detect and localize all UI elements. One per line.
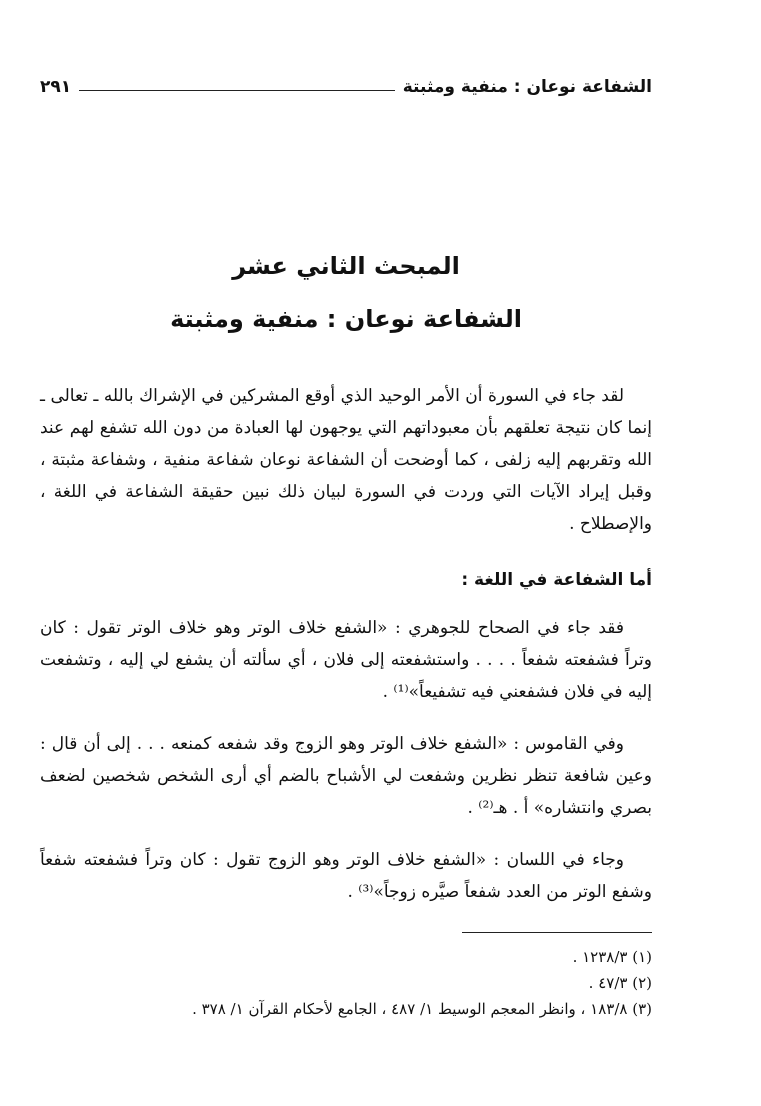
page-number: ٢٩١ — [40, 77, 72, 97]
sihah-paragraph: فقد جاء في الصحاح للجوهري : «الشفع خلاف الوتر وهو خلاف الوتر تقول : كان وتراً فشفعته شفعاً . . . . واستشفعته إلى فلان ، أي سألته أن يشفع لي إليه ، وتشفعت إليه في فلان فشفعني فيه تشفيعاً»⁽¹⁾ . — [40, 618, 652, 702]
running-header-rule — [79, 90, 395, 91]
footnote-separator — [462, 932, 652, 933]
section-heading-lugha: أما الشفاعة في اللغة : — [461, 570, 652, 590]
running-header — [40, 72, 652, 102]
footnote-3: (٣) ١٨٣/٨ ، وانظر المعجم الوسيط ١/ ٤٨٧ ، الجامع لأحكام القرآن ١/ ٣٧٨ . — [192, 1000, 652, 1018]
intro-paragraph: لقد جاء في السورة أن الأمر الوحيد الذي أوقع المشركين في الإشراك بالله ـ تعالى ـ إنما كان نتيجة تعلقهم بأن معبوداتهم التي يوجهون لها العبادة من دون الله تشفع لهم عند الله وتقربهم إليه زلفى ، كما أوضحت أن الشفاعة نوعان شفاعة منفية ، وشفاعة مثبتة ، وقبل إيراد الآيات التي وردت في السورة لبيان ذلك نبين حقيقة الشفاعة في اللغة ، والإصطلاح . — [40, 386, 652, 534]
chapter-subtitle: الشفاعة نوعان : منفية ومثبتة — [170, 305, 522, 333]
running-header-title: الشفاعة نوعان : منفية ومثبتة — [402, 77, 652, 97]
footnote-1: (١) ١٢٣٨/٣ . — [572, 948, 652, 966]
footnotes — [40, 944, 652, 1022]
footnote-2: (٢) ٤٧/٣ . — [588, 974, 652, 992]
chapter-title: المبحث الثاني عشر — [232, 252, 460, 280]
qamus-paragraph: وفي القاموس : «الشفع خلاف الوتر وهو الزوج وقد شفعه كمنعه . . . إلى أن قال : وعين شافعة تنظر نظرين وشفعت لي الأشباح بالضم أي أرى الشخص شخصين لضعف بصري وانتشاره» أ . هـ⁽²⁾ . — [40, 734, 652, 818]
lisan-paragraph: وجاء في اللسان : «الشفع خلاف الوتر وهو الزوج تقول : كان وتراً فشفعته شفعاً وشفع الوتر من العدد شفعاً صيَّره زوجاً»⁽³⁾ . — [40, 850, 652, 902]
